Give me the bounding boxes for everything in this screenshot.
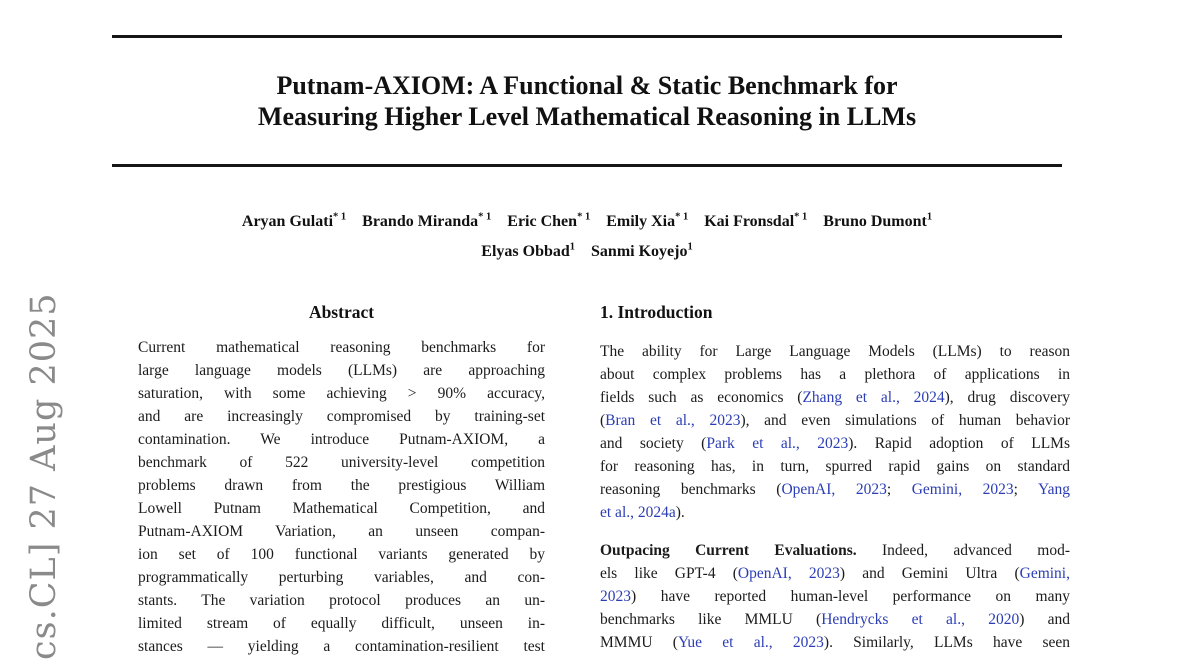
abstract-body: [138, 336, 545, 658]
text-segment: ). Rapid adoption of LLMs: [848, 435, 1070, 452]
text-segment: ), and even simulations of human behavior: [740, 412, 1070, 429]
introduction-paragraph-2: [600, 539, 1070, 654]
text-line: [138, 566, 545, 589]
text-segment: limited stream of equally difficult, unseen in-: [138, 615, 545, 632]
text-segment: els like GPT-4 (: [600, 565, 738, 582]
text-line: [138, 589, 545, 612]
citation-link[interactable]: Gemini,: [1019, 565, 1070, 582]
paper-title-line2: Measuring Higher Level Mathematical Reasoning in LLMs: [257, 102, 917, 131]
text-segment: ;: [886, 481, 912, 498]
citation-link[interactable]: 2023: [600, 588, 631, 605]
text-line: [600, 363, 1070, 386]
author-affiliation-marker: * 1: [675, 212, 689, 223]
text-segment: ion set of 100 functional variants generated by: [138, 546, 545, 563]
text-line: [600, 501, 1070, 524]
author-affiliation-marker: * 1: [794, 212, 808, 223]
text-line: [600, 340, 1070, 363]
citation-link[interactable]: Zhang et al., 2024: [802, 389, 945, 406]
text-segment: Indeed, advanced mod-: [856, 542, 1070, 559]
text-line: [600, 409, 1070, 432]
authors: [112, 205, 1062, 264]
text-segment: stances — yielding a contamination-resilient test: [138, 638, 545, 655]
text-segment: benchmark of 522 university-level competition: [138, 454, 545, 471]
author-name: Sanmi Koyejo$^1$: [591, 241, 693, 260]
citation-link[interactable]: Bran et al., 2023: [605, 412, 741, 429]
citation-link[interactable]: Hendrycks et al., 2020: [821, 611, 1020, 628]
text-segment: problems drawn from the prestigious William: [138, 477, 545, 494]
text-segment: ;: [1013, 481, 1038, 498]
text-line: [600, 608, 1070, 631]
text-line: [600, 386, 1070, 409]
citation-link[interactable]: OpenAI, 2023: [737, 565, 840, 582]
text-segment: fields such as economics (: [600, 389, 803, 406]
text-line: [600, 585, 1070, 608]
text-line: [138, 336, 545, 359]
text-segment: Putnam-AXIOM Variation, an unseen compan-: [138, 523, 545, 540]
text-segment: ) and Gemini Ultra (: [839, 565, 1020, 582]
text-line: [600, 562, 1070, 585]
paper-title: [112, 70, 1062, 132]
text-segment: and society (: [600, 435, 707, 452]
author-name: Aryan Gulati$^{* 1}$: [241, 212, 347, 231]
text-segment: ), drug discovery: [944, 389, 1070, 406]
text-segment: ) and: [1019, 611, 1070, 628]
text-segment: (: [600, 412, 606, 429]
text-segment: saturation, with some achieving > 90% accuracy,: [138, 385, 545, 402]
author-name: Emily Xia$^{* 1}$: [606, 212, 689, 231]
authors-row-1: [112, 205, 1062, 234]
abstract-section: [138, 302, 545, 658]
citation-link[interactable]: et al., 2024a: [600, 504, 676, 521]
text-segment: ). Similarly, LLMs have seen: [823, 634, 1071, 651]
text-segment: benchmarks like MMLU (: [600, 611, 822, 628]
text-line: [600, 539, 1070, 562]
citation-link[interactable]: Gemini, 2023: [911, 481, 1014, 498]
text-line: [138, 428, 545, 451]
text-segment: MMMU (: [600, 634, 678, 651]
text-segment: Lowell Putnam Mathematical Competition, and: [138, 500, 545, 517]
text-line: [138, 520, 545, 543]
text-segment: Current mathematical reasoning benchmarks for: [138, 339, 545, 356]
text-segment: contamination. We introduce Putnam-AXIOM, a: [138, 431, 545, 448]
text-line: [138, 474, 545, 497]
text-line: [138, 543, 545, 566]
abstract-heading: Abstract: [308, 302, 375, 322]
author-name: Brando Miranda$^{* 1}$: [362, 212, 492, 231]
author-affiliation-marker: 1: [926, 212, 933, 223]
paper-title-line1: Putnam-AXIOM: A Functional & Static Benchmark for: [276, 71, 898, 100]
text-line: [600, 455, 1070, 478]
author-affiliation-marker: * 1: [478, 212, 492, 223]
authors-row-2: [112, 234, 1062, 263]
introduction-section: [600, 302, 1070, 654]
text-segment: about complex problems has a plethora of applications in: [600, 366, 1070, 383]
text-segment: programmatically perturbing variables, and con-: [138, 569, 545, 586]
citation-link[interactable]: Park et al., 2023: [706, 435, 849, 452]
text-segment: ).: [675, 504, 685, 521]
author-name: Bruno Dumont$^1$: [823, 212, 933, 231]
text-line: [600, 432, 1070, 455]
text-line: [600, 478, 1070, 501]
author-affiliation-marker: 1: [569, 241, 576, 253]
text-line: [138, 497, 545, 520]
author-affiliation-marker: 1: [687, 241, 693, 253]
text-segment: ) have reported human-level performance on many: [631, 588, 1070, 605]
text-line: [138, 405, 545, 428]
text-line: [138, 359, 545, 382]
arxiv-watermark: cs.CL] 27 Aug 2025: [24, 292, 64, 660]
text-segment: for reasoning has, in turn, spurred rapid gains on standard: [600, 458, 1070, 475]
text-line: [138, 635, 545, 658]
text-segment: The ability for Large Language Models (LLMs) to reason: [600, 343, 1070, 360]
introduction-paragraph-1: [600, 340, 1070, 524]
text-line: [600, 631, 1070, 654]
citation-link[interactable]: OpenAI, 2023: [781, 481, 887, 498]
text-line: [138, 612, 545, 635]
citation-link[interactable]: Yue et al., 2023: [677, 634, 824, 651]
title-rule-bottom: [112, 164, 1062, 167]
text-segment: large language models (LLMs) are approaching: [138, 362, 545, 379]
author-name: Elyas Obbad$^1$: [481, 241, 576, 260]
author-affiliation-marker: * 1: [577, 212, 591, 223]
text-line: [138, 382, 545, 405]
text-segment: and are increasingly compromised by training-set: [138, 408, 545, 425]
author-affiliation-marker: * 1: [333, 212, 347, 223]
title-rule-top: [112, 35, 1062, 38]
citation-link[interactable]: Yang: [1037, 481, 1071, 498]
text-line: [138, 451, 545, 474]
text-segment: stants. The variation protocol produces an un-: [138, 592, 545, 609]
bold-lead-in: Outpacing Current Evaluations.: [600, 542, 857, 559]
introduction-heading: 1. Introduction: [600, 302, 713, 322]
author-name: Kai Fronsdal$^{* 1}$: [704, 212, 808, 231]
author-name: Eric Chen$^{* 1}$: [507, 212, 591, 231]
text-segment: reasoning benchmarks (: [600, 481, 782, 498]
